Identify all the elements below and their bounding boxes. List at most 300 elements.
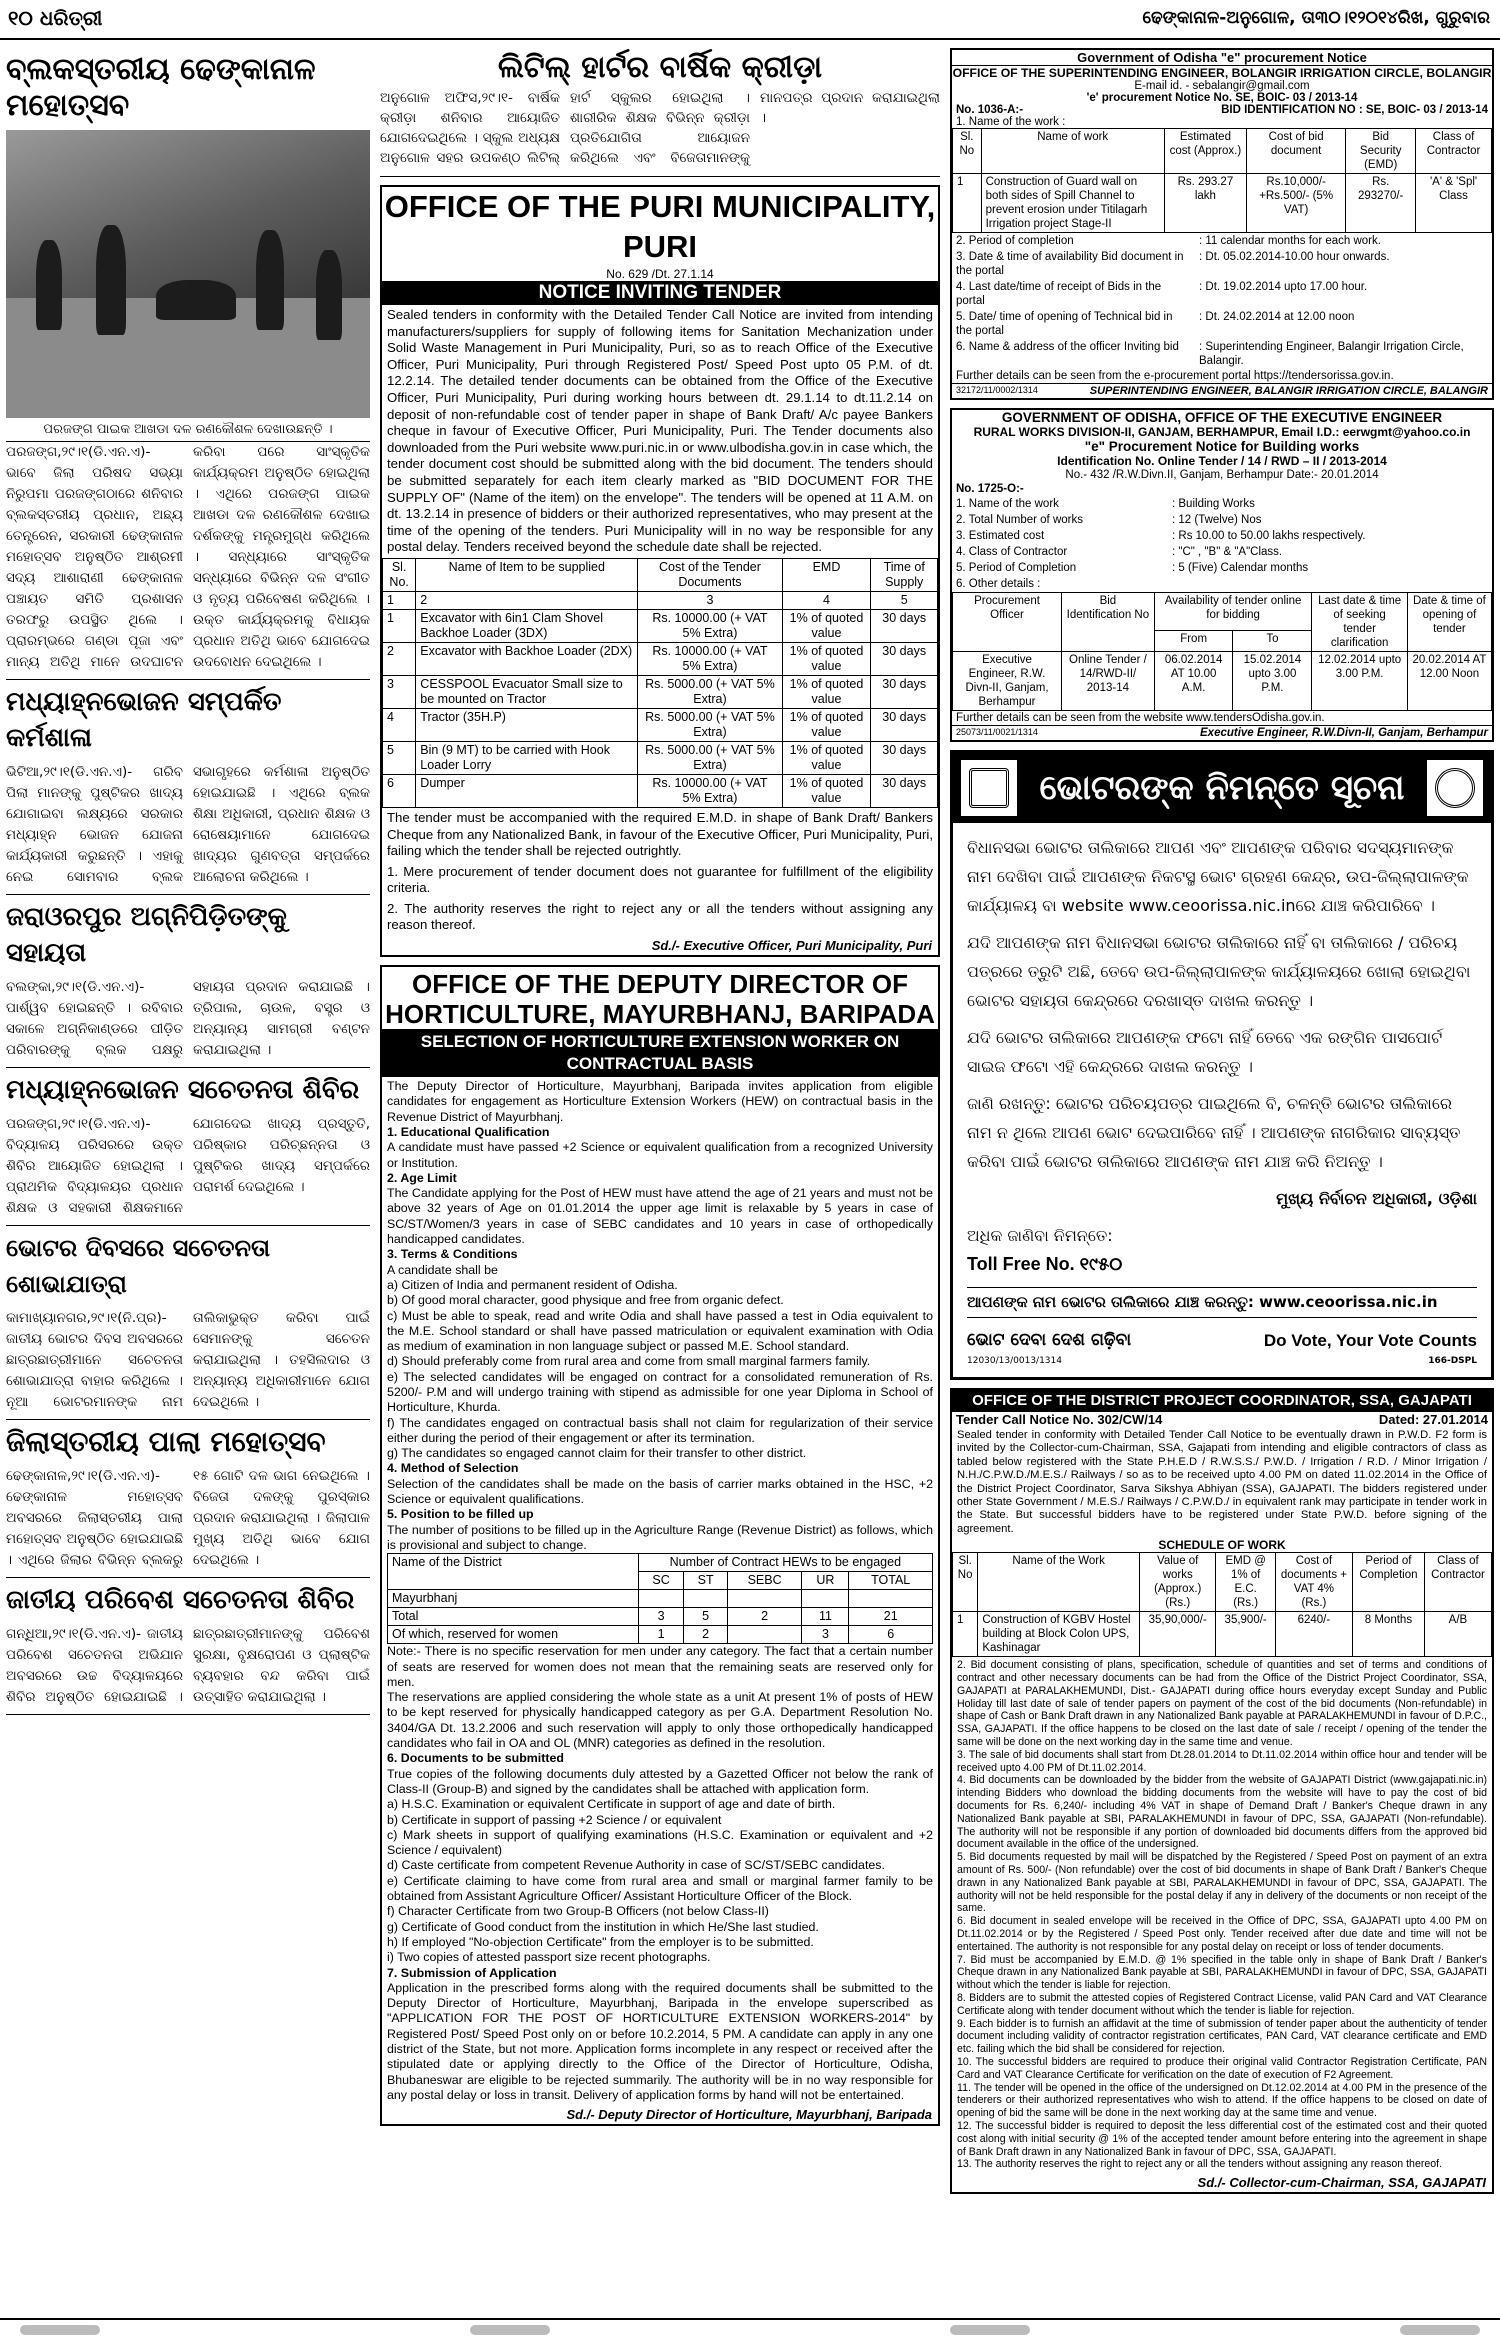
horticulture-title: HORTICULTURE, MAYURBHANJ, BARIPADA (385, 999, 935, 1030)
news-story (6, 762, 370, 895)
cell: 21 (849, 1608, 933, 1626)
news-story (6, 1466, 370, 1578)
cell: 30 days (871, 708, 938, 741)
col-header: SC (638, 1572, 684, 1590)
col-header: Name of Item to be supplied (416, 558, 638, 591)
ssa-signature: Sd./- Collector-cum-Chairman, SSA, GAJAPATI (1197, 2175, 1486, 2191)
cell: 12.02.2014 upto 3.00 P.M. (1312, 652, 1407, 711)
cell: 35,90,000/- (1140, 1612, 1216, 1657)
headline-environment-camp: ଜାତୀୟ ପରିବେଶ ସଚେତନତା ଶିବିର (6, 1585, 355, 1615)
story-text: ପରଜଙ୍ଗ,୨୯।୧(ଡି.ଏନ.ଏ)- ବିଦ୍ୟାଳୟ ପରିସରରେ ଉକ୍ତ ଶିବିର ଆୟୋଜିତ ହୋଇଥିଲା । ପ୍ରାଥମିକ ବିଦ୍ୟାଳୟର ପ୍ରଧାନ ଶିକ୍ଷକ ଓ ସହକାରୀ ଶିକ୍ଷକମାନେ ଯୋଗଦେଇ ଖାଦ୍ୟ ପ୍ରସ୍ତୁତି, ପରିଷ୍କାର ପରିଚ୍ଛନ୍ନତା ଓ ପୁଷ୍ଟିକର ଖାଦ୍ୟ ସମ୍ପର୍କରେ ପରାମର୍ଶ ଦେଇଥିଲେ । (6, 1116, 370, 1216)
cell: A/B (1424, 1612, 1491, 1657)
detail-value: : Superintending Engineer, Balangir Irrigation Circle, Balangir. (1199, 341, 1464, 367)
cell: 30 days (871, 675, 938, 708)
cell: Mayurbhanj (388, 1590, 639, 1608)
cell: 30 days (871, 741, 938, 774)
detail-label: 3. Estimated cost (956, 530, 1045, 542)
col-header: TOTAL (849, 1572, 933, 1590)
bolangir-notice-no: 'e' procurement Notice No. SE, BOIC- 03 / 2013-14 (1086, 92, 1358, 104)
bolangir-bid-id: BID IDENTIFICATION NO : SE, BOIC- 03 / 2013-14 (1221, 104, 1488, 116)
voter-toll-free: Toll Free No. ୧୯୫୦ (967, 1254, 1123, 1274)
table-row (383, 708, 938, 741)
ganjam-eprocurement-notice (950, 408, 1494, 742)
col-header: Cost of the Tender Documents (638, 558, 782, 591)
cell: Rs. 5000.00 (+ VAT 5% Extra) (638, 741, 782, 774)
col-header: EMD @ 1% of E.C. (Rs.) (1216, 1553, 1275, 1612)
section-heading: 3. Terms & Conditions (387, 1247, 518, 1262)
voter-paragraph: ଯଦି ଭୋଟର ତାଲିକାରେ ଆପଣଙ୍କ ଫଟୋ ନାହିଁ ତେବେ ଏକ ରଙ୍ଗିନ ପାସପୋର୍ଟ ସାଇଜ ଫଟୋ ଏହି କେନ୍ଦ୍ରରେ ଦାଖଲ କରନ୍ତୁ । (967, 1028, 1443, 1076)
story-text: ଢେଙ୍କାନାଳ,୨୯।୧(ଡି.ଏନ.ଏ)- ଢେଙ୍କାନାଳ ମହୋତ୍ସବ ଅବସରରେ ଜିଲାସ୍ତରୀୟ ପାଲା ମହୋତ୍ସବ ଅନୁଷ୍ଠିତ ହୋଇଯାଇଛି । ଏଥିରେ ଜିଲାର ବିଭିନ୍ନ ବ୍ଲକରୁ ୧୫ ଗୋଟି ଦଳ ଭାଗ ନେଇଥିଲେ । ବିଜେତା ଦଳଙ୍କୁ ପୁରସ୍କାର ପ୍ରଦାନ କରାଯାଇଥିଲା । ଜିଲାପାଳ ମୁଖ୍ୟ ଅତିଥି ଭାବେ ଯୋଗ ଦେଇଥିଲେ । (6, 1468, 370, 1568)
table-row (953, 1612, 1492, 1657)
cell: 30 days (871, 642, 938, 675)
detail-label: 1. Name of the work (956, 498, 1059, 510)
cell: 1% of quoted value (782, 708, 871, 741)
section-text: Selection of the candidates shall be made on the basis of carrier marks obtained in the HSC, +2 Science or equivalent qualifications. (387, 1476, 933, 1507)
story-text: ଗନ୍ଧିଆ,୨୯।୧(ଡି.ଏନ.ଏ)- ଜାତୀୟ ପରିବେଶ ସଚେତନତା ଅଭିଯାନ ଅବସରରେ ଉଚ୍ଚ ବିଦ୍ୟାଳୟରେ ଶିବିର ଅନୁଷ୍ଠିତ ହୋଇଯାଇଛି । ଛାତ୍ରଛାତ୍ରୀମାନଙ୍କୁ ପରିବେଶ ସୁରକ୍ଷା, ବୃକ୍ଷରୋପଣ ଓ ପ୍ଲାଷ୍ଟିକ ବ୍ୟବହାର ବନ୍ଦ କରିବା ପାଇଁ ଉତ୍ସାହିତ କରାଯାଇଥିଲା । (6, 1626, 370, 1705)
ganjam-table (952, 592, 1492, 711)
horticulture-bar: SELECTION OF HORTICULTURE EXTENSION WORKER ON CONTRACTUAL BASIS (382, 1029, 938, 1077)
cell: 15.02.2014 upto 3.00 P.M. (1233, 652, 1312, 711)
news-story (6, 442, 370, 680)
sports-headline: ଲିଟିଲ୍ ହାର୍ଟର ବାର୍ଷିକ କ୍ରୀଡ଼ା (497, 50, 823, 85)
col-header: Name of the Work (978, 1553, 1140, 1612)
detail-value: : "C" , "B" & "A"Class. (1172, 546, 1283, 558)
bolangir-email: E-mail id. - sebalangir@gmail.com (1134, 80, 1310, 92)
table-row (383, 642, 938, 675)
col-header: Bid Identification No (1062, 593, 1155, 652)
section-heading: 1. Educational Qualification (387, 1124, 550, 1139)
cell: 1 (383, 591, 416, 609)
table-header-row (383, 558, 938, 591)
list-item: b) Of good moral character, good physique and free from organic defect. (387, 1293, 784, 1308)
ganjam-footer (952, 725, 1492, 740)
col-header: Class of Contractor (1416, 129, 1492, 174)
detail-row (952, 544, 1492, 560)
detail-label: 3. Date & time of availability Bid document in the portal (956, 251, 1184, 277)
cell: Bin (9 MT) to be carried with Hook Loader Lorry (416, 741, 638, 774)
ganjam-identification: Identification No. Online Tender / 14 / RWD – II / 2013-2014 (1057, 454, 1387, 468)
ssa-notice-row (952, 1412, 1492, 1427)
puri-office-title: OFFICE OF THE PURI MUNICIPALITY, PURI (384, 189, 936, 264)
puri-note: 2. The authority reserves the right to reject any or all the tenders without assigning any reason thereof. (387, 900, 933, 933)
voter-paragraph: ଜାଣି ରଖନ୍ତୁ: ଭୋଟର ପରିଚୟପତ୍ର ପାଇଥିଲେ ବି, ଚଳନ୍ତି ଭୋଟର ତାଲିକାରେ ନାମ ନ ଥିଲେ ଆପଣ ଭୋଟ ଦେଇପାରିବେ ନାହିଁ । ଆପଣଙ୍କ ନାଗରିକାର ସାବ୍ୟସ୍ତ କରିବା ପାଇଁ ଭୋଟର ତାଲିକାରେ ଆପଣଙ୍କ ନାମ ଯାଞ୍ଚ କରି ନିଅନ୍ତୁ । (967, 1094, 1461, 1171)
col-header: Period of Completion (1352, 1553, 1424, 1612)
voter-information-ad (950, 750, 1494, 1380)
voter-footer (967, 1355, 1477, 1367)
list-item: 2. Bid document consisting of plans, specification, schedule of quantities and set of terms and conditions of contract and other necessary documents can be had from the Office of the District Project Coordinator, SSA, GAJAPATI at PARALAKHEMUNDI, Dist.- GAJAPATI during office hours everyday except Sunday and Public Holiday till last date of sale of tender papers on payment of the cost of the bid documents (Non-refundable) in shape of Cash or Bank Draft drawn in any Nationalized Bank payable at PARALAKHEMUNDI in favour of D.P.C., SSA, GAJAPATI. If the office happens to be closed on the last date of sale / receipt / opening of the tender the same will be done on the next working day in the same time and venue. (957, 1659, 1487, 1749)
cell: Of which, reserved for women (388, 1626, 639, 1644)
table-row (953, 652, 1492, 711)
cell: Construction of Guard wall on both sides of Spill Channel to prevent erosion under Titilagarh Irrigation project Stage-II (981, 174, 1164, 233)
cell: 6 (383, 774, 416, 807)
table-row (388, 1608, 933, 1626)
cell: 1% of quoted value (782, 609, 871, 642)
list-item: d) Should preferably come from rural area and come from small marginal farmers family. (387, 1354, 871, 1369)
bolangir-gov: Government of Odisha "e" procurement Notice (952, 50, 1492, 66)
bolangir-item1: 1. Name of the work : (956, 116, 1066, 128)
masthead (0, 0, 1500, 40)
horticulture-body (382, 1077, 938, 2105)
section-text: A candidate must have passed +2 Science or equivalent qualification from a recognized University or Institution. (387, 1140, 933, 1170)
cell: Rs. 10000.00 (+ VAT 5% Extra) (638, 774, 782, 807)
col-header: Sl. No (953, 129, 982, 174)
cell: 4 (383, 708, 416, 741)
cell: 3 (802, 1626, 849, 1644)
list-item: 12. The successful bidder is required to deposit the less differential cost of the estimated cost and their quoted cost along with initial security @ 1% of the accepted tender amount before entering into the agreement in shape of Bank Draft drawn in any Nationalized Bank in favour of DPC, SSA, GAJAPATI. (957, 2119, 1487, 2158)
footer-ornament (20, 2325, 100, 2335)
list-item: h) If employed "No-objection Certificate" from the employer is to be submitted. (387, 1934, 814, 1949)
col-header: Sl. No (953, 1553, 978, 1612)
voter-slogan-english: Do Vote, Your Vote Counts (1263, 1331, 1477, 1350)
cell: 3 (638, 1608, 684, 1626)
voter-paragraph: ବିଧାନସଭା ଭୋଟର ତାଲିକାରେ ଆପଣ ଏବଂ ଆପଣଙ୍କ ପରିବାର ସଦସ୍ୟମାନଙ୍କ ନାମ ଦେଖିବା ପାଇଁ ଆପଣଙ୍କ ନିକଟସ୍ଥ ଭୋଟ ଗ୍ରହଣ କେନ୍ଦ୍ର, ଉପ-ଜିଲ୍ଲାପାଳଙ୍କ କାର୍ଯ୍ୟାଳୟ ବା website www.ceoorissa.nic.inରେ ଯାଞ୍ଚ କରିପାରିବେ । (967, 838, 1469, 915)
list-item: 4. Bid documents can be downloaded by the bidder from the website of GAJAPATI District (www.gajapati.nic.in) intending Bidders who download the bidding documents from the website will have to pay the cost of bid documents for Rs. 6,240/- including 4% VAT in shape of Demand Draft / Banker's Cheque drawn in any Nationalized Bank payable at SBI, PARALAKHEMUNDI in favour of DPC, SSA, GAJAPATI (Non-refundable). The authority will not be responsible if any portion of downloaded bid documents differs from the approved bid document available in the office of the undersigned. (957, 1774, 1487, 1851)
puri-tender-notice (380, 185, 940, 957)
bolangir-id-row (952, 104, 1492, 116)
cell: 20.02.2014 AT 12.00 Noon (1407, 652, 1491, 711)
ssa-schedule-title: SCHEDULE OF WORK (1158, 1538, 1286, 1553)
col-header: ST (684, 1572, 727, 1590)
bolangir-eprocurement-notice (950, 48, 1494, 400)
election-commission-emblem-icon (1427, 760, 1483, 816)
headline-midday-meal-camp: ମଧ୍ୟାହ୍ନଭୋଜନ ସଚେତନତା ଶିବିର (6, 1075, 360, 1105)
cell: 1% of quoted value (782, 741, 871, 774)
sports-story: ଅନୁଗୋଳ ଅଫିସ,୨୯।୧- ବାର୍ଷିକ କ୍ରୀଡ଼ା ଶନିବାର ଆୟୋଜିତ ଯୋଗଦେଇଥିଲେ । ସ୍କୁଲ ଅଧ୍ୟକ୍ଷ ଅନୁଗୋଳ ସହର ଉପକଣ୍ଠ ଲିଟିଲ୍ ହାର୍ଟ ସ୍କୁଲର ହୋଇଥିଲା । ଶାରୀରିକ ଶିକ୍ଷକ ବିଭିନ୍ନ କ୍ରୀଡ଼ା ପ୍ରତିଯୋଗିତା ଆୟୋଜନ କରିଥିଲେ ଏବଂ ବିଜେତାମାନଙ୍କୁ ମାନପତ୍ର ପ୍ରଦାନ କରାଯାଇଥିଲା । (380, 88, 940, 177)
headline-block-festival: ବ୍ଲକସ୍ତରୀୟ ଢେଙ୍କାନାଳ ମହୋତ୍ସବ (6, 52, 316, 123)
cell: 30 days (871, 774, 938, 807)
detail-label: 6. Other details : (956, 578, 1041, 590)
story-text: ବଲଙ୍କା,୨୯।୧(ଡି.ଏନ.ଏ)- ପାର୍ଶ୍ୱବ ହୋଇଛନ୍ତି । ରବିବାର ସକାଳେ ଅଗ୍ନିକାଣ୍ଡରେ ପୀଡ଼ିତ ପରିବାରଙ୍କୁ ବ୍ଲକ ପକ୍ଷରୁ ସହାୟତା ପ୍ରଦାନ କରାଯାଇଛି । ତ୍ରିପାଲ, ଚାଉଳ, ବସ୍ତ୍ର ଓ ଅନ୍ୟାନ୍ୟ ସାମଗ୍ରୀ ବଣ୍ଟନ କରାଯାଇଥିଲା । (6, 979, 370, 1058)
section-heading: 2. Age Limit (387, 1170, 457, 1185)
voter-more-info: ଅଧିକ ଜାଣିବା ନିମନ୍ତେ: (967, 1226, 1113, 1245)
detail-value: : 5 (Five) Calendar months (1172, 562, 1309, 574)
col-header: EMD (782, 558, 871, 591)
ganjam-division: RURAL WORKS DIVISION-II, GANJAM, BERHAMPUR, Email I.D.: eerwgmt@yahoo.co.in (973, 425, 1471, 439)
ssa-intro: Sealed tender in conformity with Detailed Tender Call Notice to be eventually drawn in P.W.D. F2 form is invited by the Collector-cum-Chairman, SSA, Gajapati from intending and eligible contractors of class as tabled below registered with the State P.H.E.D / R.W.S.S./ P.W.D. / Irrigation / R.D. / Minor Irrigation / N.H./C.P.W.D./M.E.S./ Railways / so as to be received upto 4.00 PM on dated 11.02.2014 in the Office of the District Project Coordinator, Sarva Sikshya Abhiyan (SSA), GAJAPATI. The bidders registered under other State Government / M.E.S./ Railways / C.P.W.D./ in equivalent rank may participate in tender work in the State. But successful bidders have to be registered under State P.W.D. before signing of the agreement. (957, 1429, 1487, 1535)
col-header: Procurement Officer (953, 593, 1062, 652)
detail-label: 6. Name & address of the officer Inviting bid (956, 341, 1179, 353)
ganjam-notice: "e" Procurement Notice for Building works (1084, 439, 1360, 454)
intro-text: The Deputy Director of Horticulture, Mayurbhanj, Baripada invites application from eligible candidates for engagement as Horticulture Extension Workers (HEW) on contractual basis in the Revenue District of Mayurbhanj. (387, 1079, 933, 1124)
table-row (383, 675, 938, 708)
list-item: a) H.S.C. Examination or equivalent Certificate in support of age and date of birth. (387, 1797, 836, 1812)
detail-label: 2. Total Number of works (956, 514, 1083, 526)
cell: Online Tender / 14/RWD-II/ 2013-14 (1062, 652, 1155, 711)
cell: Rs.10,000/- +Rs.500/- (5% VAT) (1247, 174, 1346, 233)
cell (727, 1626, 802, 1644)
detail-label: 2. Period of completion (956, 235, 1074, 247)
section-heading: 4. Method of Selection (387, 1461, 519, 1476)
detail-label: 4. Class of Contractor (956, 546, 1068, 558)
cell: 1% of quoted value (782, 642, 871, 675)
section-heading: 7. Submission of Application (387, 1965, 557, 1980)
cell: 'A' & 'Spl' Class (1416, 174, 1492, 233)
photo-caption: ପରଜଙ୍ଗ ପାଇକ ଆଖଡା ଦଳ ରଣକୌଶଳ ଦେଖାଉଛନ୍ତି । (6, 418, 370, 442)
voter-check-website: ଆପଣଙ୍କ ନାମ ଭୋଟର ତାଲିକାରେ ଯାଞ୍ଚ କରନ୍ତୁ: www.ceoorissa.nic.in (967, 1287, 1477, 1318)
ssa-dated: Dated: 27.01.2014 (1378, 1412, 1488, 1427)
detail-row (952, 309, 1492, 339)
cell: CESSPOOL Evacuator Small size to be mounted on Tractor (416, 675, 638, 708)
cell: Construction of KGBV Hostel building at Block Colon UPS, Kashinagar (978, 1612, 1140, 1657)
list-item: e) Certificate claiming to have come from rural area and small or marginal farmer family to be obtained from Assistant Agriculture Officer/ Assistant Horticulture Officer of the Block. (387, 1873, 933, 1904)
detail-row (952, 279, 1492, 309)
cell: 30 days (871, 609, 938, 642)
puri-notice-number: No. 629 /Dt. 27.1.14 (606, 267, 714, 281)
cell: 1 (383, 609, 416, 642)
photo-figure (156, 280, 236, 320)
cell: 1% of quoted value (782, 774, 871, 807)
table-header-row (953, 129, 1492, 174)
page-footer (0, 2318, 1500, 2338)
detail-value: : 12 (Twelve) Nos (1172, 514, 1262, 526)
voter-body (953, 823, 1491, 1377)
cell (638, 1590, 684, 1608)
cell: Rs. 293270/- (1346, 174, 1416, 233)
ballot-box-icon (961, 760, 1017, 816)
list-item: 7. Bid must be accompanied by E.M.D. @ 1% specified in the table only in shape of Bank Draft / Banker's Cheque drawn in any Nationalized Bank payable at SBI, PARALAKHEMUNDI in favour of DPC, SSA, GAJAPATI without which the tender is liable for rejection. (957, 1953, 1487, 1992)
ad-code: 12030/13/0013/1314 (967, 1356, 1062, 1366)
detail-value: : 11 calendar months for each work. (1199, 235, 1381, 247)
section-text: The reservations are applied considering the whole state as a unit At present 1% of posts of HEW to be kept reserved for physically handicapped category as per G.A. Department Resolution No. 3404/GA Dt. 13.2.2006 and such reservation will apply to only those orthopedically handicapped candidates who fail in OA and OL (MNR) categories as defined in the resolution. (387, 1690, 933, 1751)
section-heading: 5. Position to be filled up (387, 1507, 534, 1522)
detail-value (1168, 576, 1492, 592)
table-header-row (953, 1553, 1492, 1612)
news-story (6, 1114, 370, 1226)
voter-slogan-odia: ଭୋଟ ଦେବା ଦେଶ ଗଢ଼ିବା (967, 1330, 1132, 1350)
section-text: The Candidate applying for the Post of HEW must have attend the age of 21 years and must not be above 32 years of Age on 01.01.2014 the upper age limit is relaxable by 5 years in case of SC/ST/Women/3 years in case of SEBC candidates and 10 years in case of orthopedically handicapped candidates. (387, 1186, 933, 1247)
puri-note: 1. Mere procurement of tender document does not guarantee for fulfillment of the eligibility criteria. (387, 863, 933, 896)
cell: 1 (953, 174, 982, 233)
cell: Executive Engineer, R.W. Divn-II, Ganjam, Berhampur (953, 652, 1062, 711)
detail-value: : Dt. 05.02.2014-10.00 hour onwards. (1199, 251, 1390, 263)
list-item: 9. Each bidder is to furnish an affidavit at the time of submission of tender paper about the authenticity of tender document including validity of contractor registration certificates, PAN Card, VAT clearance certificate and EMD etc. failing which the bid shall be considered for rejection. (957, 2017, 1487, 2056)
bolangir-table (952, 128, 1492, 233)
col-header: UR (802, 1572, 849, 1590)
detail-value: : Dt. 19.02.2014 upto 17.00 hour. (1199, 281, 1368, 293)
col-header: Availability of tender online for bidding (1154, 593, 1312, 631)
cell: 5 (871, 591, 938, 609)
photo-figure (256, 230, 284, 330)
list-item: 10. The successful bidders are required to produce their original valid Contractor Registration Certificate, PAN Card and VAT Clearance Certificate for verification on the date of execution of F2 Agreement. (957, 2055, 1487, 2081)
cell: 6240/- (1275, 1612, 1352, 1657)
ganjam-gov: GOVERNMENT OF ODISHA, OFFICE OF THE EXECUTIVE ENGINEER (1001, 410, 1443, 425)
list-item: c) Mark sheets in support of qualifying examinations (H.S.C. Examination or equivalent and +2 Science / equivalent) (387, 1827, 933, 1858)
ssa-title: OFFICE OF THE DISTRICT PROJECT COORDINATOR, SSA, GAJAPATI (952, 1390, 1492, 1412)
list-item: f) The candidates engaged on contractual basis shall not claim for regularization of their service either during the period of their engagement or after its termination. (387, 1415, 933, 1445)
cell: 06.02.2014 AT 10.00 A.M. (1154, 652, 1233, 711)
col-header: SEBC (727, 1572, 802, 1590)
cell: Dumper (416, 774, 638, 807)
table-header-row (388, 1554, 933, 1572)
headline-voter-day-rally: ଭୋଟର ଦିବସରେ ସଚେତନତା ଶୋଭାଯାତ୍ରା (6, 1233, 271, 1298)
table-row (383, 609, 938, 642)
news-story (6, 1308, 370, 1420)
table-row (953, 174, 1492, 233)
cell: 2 (684, 1626, 727, 1644)
cell: Rs. 10000.00 (+ VAT 5% Extra) (638, 609, 782, 642)
bolangir-further: Further details can be seen from the e-procurement portal https://tendersorissa.gov.in. (956, 370, 1394, 382)
voter-signature: ମୁଖ୍ୟ ନିର୍ବାଚନ ଅଧିକାରୀ, ଓଡ଼ିଶା (1276, 1189, 1477, 1208)
cell (684, 1590, 727, 1608)
ganjam-signature: Executive Engineer, R.W.Divn-II, Ganjam, Berhampur (1200, 727, 1488, 739)
story-text: ପରଜଙ୍ଗ,୨୯।୧(ଡି.ଏନ.ଏ)- ଭାବେ ଜିଲା ପରିଷଦ ସଭ୍ୟା ନିରୁପମା ପରଜଙ୍ଗଠାରେ ଶନିବାର ବ୍ଲକସ୍ତରୀୟ ପ୍ରଧାନ, ଅଛ୍ୟ ତେନ୍ତ୍ରେନ, ସରକାରୀ ଢେଙ୍କାନାଳ ମହୋତ୍ସବ ଅନୁଷ୍ଠିତ ଆଶ୍ରମୀ ସଦ୍ୟ ଆଶାରାଣୀ ଢେଙ୍କାନାଳ ପଞ୍ଚାୟତ ସମିତି ପ୍ରଶାସନ ତରଫରୁ ଉପସ୍ଥିତ ଥିଲେ । ପ୍ରାରମ୍ଭରେ ଗଣ୍ଡା ପୂଜା ଏବଂ ମାନ୍ୟ ଅତିଥି ମାନେ ଉଦଘାଟନ କରିବା ପରେ ସାଂସ୍କୃତିକ କାର୍ଯ୍ୟକ୍ରମ ଅନୁଷ୍ଠିତ ହୋଇଥିଲା । ଏଥିରେ ପରଜଙ୍ଗ ପାଇକ ଆଖଡା ଦଳ ରଣକୌଶଳ ଦେଖାଇ ଦର୍ଶକଙ୍କୁ ମନ୍ତ୍ରମୁଗ୍ଧ କରିଥିଲେ । ସନ୍ଧ୍ୟାରେ ସାଂସ୍କୃତିକ ସନ୍ଧ୍ୟାରେ ବିଭିନ୍ନ ଦଳ ସଂଗୀତ ଓ ନୃତ୍ୟ ପରିବେଷଣ କରିଥିଲେ । ଉକ୍ତ କାର୍ଯ୍ୟକ୍ରମକୁ ବିଧାୟକ ପ୍ରଧାନ ଅତିଥି ଭାବେ ଯୋଗଦେଇ ଉଦବୋଧନ ଦେଇଥିଲେ । (6, 444, 370, 670)
cell: Rs. 5000.00 (+ VAT 5% Extra) (638, 708, 782, 741)
col-header: Cost of bid document (1247, 129, 1346, 174)
horticulture-title: OFFICE OF THE DEPUTY DIRECTOR OF (412, 969, 908, 1000)
detail-value: : Building Works (1172, 498, 1255, 510)
list-item: 5. Bid documents requested by mail will be dispatched by the Registered / Speed Post on payment of an extra amount of Rs. 500/- (Non refundable) over the cost of bid documents in shape of Bank Draft / Banker's Cheque drawn in any Nationalized Bank payable at SBI, PARALAKHEMUNDI in favour of DPC, SSA, GAJAPATI. The authority will not be held responsible for the postal delay if any in delivery of the documents or non receipt of the same. (957, 1851, 1487, 1915)
cell: Excavator with Backhoe Loader (2DX) (416, 642, 638, 675)
list-item: g) Certificate of Good conduct from the institution in which He/She last studied. (387, 1919, 819, 1934)
section-heading: 6. Documents to be submitted (387, 1751, 564, 1766)
footer-ornament (950, 2325, 1030, 2335)
col-header: Number of Contract HEWs to be engaged (638, 1554, 932, 1572)
list-item: i) Two copies of attested passport size recent photographs. (387, 1950, 711, 1965)
detail-label: 5. Period of Completion (956, 562, 1077, 574)
ad-agency: 166-DSPL (1428, 1356, 1477, 1366)
list-item: b) Certificate in support of passing +2 Science / or equivalent (387, 1812, 722, 1827)
voter-paragraph: ଯଦି ଆପଣଙ୍କ ନାମ ବିଧାନସଭା ଭୋଟର ତାଲିକାରେ ନାହିଁ ବା ତାଲିକାରେ / ପରିଚୟ ପତ୍ରରେ ତ୍ରୁଟି ଅଛି, ତେବେ ଉପ-ଜିଲ୍ଲାପାଳଙ୍କ କାର୍ଯ୍ୟାଳୟରେ ଖୋଲା ହୋଇଥିବା ଭୋଟର ସହାୟତା କେନ୍ଦ୍ରରେ ଦରଖାସ୍ତ ଦାଖଲ କରନ୍ତୁ । (967, 933, 1471, 1010)
detail-row (952, 512, 1492, 528)
puri-signature: Sd./- Executive Officer, Puri Municipality, Puri (651, 938, 932, 954)
cell: Tractor (35H.P) (416, 708, 638, 741)
col-header: Class of Contractor (1424, 1553, 1491, 1612)
bolangir-no: No. 1036-A:- (956, 104, 1024, 116)
ad-code: 32172/11/0002/1314 (956, 385, 1038, 395)
detail-row (952, 560, 1492, 576)
news-story (6, 977, 370, 1068)
list-item: 6. Bid document in sealed envelope will be received in the Office of DPC, SSA, GAJAPATI upto 4.00 PM on Dt.11.02.2014 or by the Registered / Speed Post only. Tender received after due date and time will not be entertained. The authority is not responsible for any postal delay on receipt or loss of tender documents. (957, 1915, 1487, 1953)
cell: Rs. 5000.00 (+ VAT 5% Extra) (638, 675, 782, 708)
detail-label: 4. Last date/time of receipt of Bids in the portal (956, 281, 1162, 307)
note-text: Note:- There is no specific reservation for men under any category. The fact that a certain number of seats are reserved for women does not mean that the remaining seats are reserved only for men. (387, 1644, 933, 1689)
cell: 5 (684, 1608, 727, 1626)
footer-ornament (1400, 2325, 1480, 2335)
table-number-row (383, 591, 938, 609)
table-row (388, 1590, 933, 1608)
page-number: ୧୦ ଧରିତ୍ରୀ (8, 6, 103, 30)
col-header: Date & time of opening of tender (1407, 593, 1491, 652)
table-row (388, 1626, 933, 1644)
ganjam-details (952, 496, 1492, 592)
story-text: ଭିଟିଆ,୨୯।୧(ଡି.ଏନ.ଏ)- ଗରିବ ପିଲା ମାନଙ୍କୁ ପୁଷ୍ଟିକର ଖାଦ୍ୟ ଯୋଗାଇବା ଲକ୍ଷ୍ୟରେ ସରକାର ମଧ୍ୟାହ୍ନ ଭୋଜନ ଯୋଜନା କାର୍ଯ୍ୟକାରୀ କରୁଛନ୍ତି । ଏହାକୁ ନେଇ ସୋମବାର ବ୍ଲକ ସଭାଗୃହରେ କର୍ମଶାଳା ଅନୁଷ୍ଠିତ ହୋଇଯାଇଛି । ଏଥିରେ ବ୍ଲକ ଶିକ୍ଷା ଅଧିକାରୀ, ପ୍ରଧାନ ଶିକ୍ଷକ ଓ ରୋଷେୟାମାନେ ଯୋଗଦେଇ ଖାଦ୍ୟର ଗୁଣବତ୍ତା ସମ୍ପର୍କରେ ଆଲୋଚନା କରିଥିଲେ । (6, 764, 370, 885)
cell (802, 1590, 849, 1608)
cell: Rs. 10000.00 (+ VAT 5% Extra) (638, 642, 782, 675)
cell: 35,900/- (1216, 1612, 1275, 1657)
detail-row (952, 576, 1492, 592)
festival-photo (6, 130, 370, 418)
puri-items-table (382, 558, 938, 808)
detail-row (952, 496, 1492, 512)
footer-ornament (470, 2325, 550, 2335)
horticulture-signature: Sd./- Deputy Director of Horticulture, Mayurbhanj, Baripada (566, 2107, 932, 2123)
bolangir-footer (952, 383, 1492, 398)
news-column (6, 48, 370, 2316)
table-header-row (953, 593, 1492, 631)
headline-fire-relief: ଜରାଓରପୁର ଅଗ୍ନିପିଡ଼ିତଙ୍କୁ ସହାୟତା (6, 902, 287, 968)
ad-code: 25073/11/0021/1314 (956, 727, 1038, 737)
cell (849, 1590, 933, 1608)
cell: 2 (727, 1608, 802, 1626)
ssa-gajapati-tender (950, 1388, 1494, 2194)
list-item: 8. Bidders are to submit the attested copies of Registered Contract License, valid PAN Card and VAT Clearance Certificate along with tender document without which the tender is liable for rejection. (957, 1991, 1487, 2017)
detail-row (952, 528, 1492, 544)
headline-pala-festival: ଜିଲାସ୍ତରୀୟ ପାଲା ମହୋତ୍ସବ (6, 1425, 326, 1458)
cell: 1 (953, 1612, 978, 1657)
cell: Total (388, 1608, 639, 1626)
col-header: Bid Security (EMD) (1346, 129, 1416, 174)
col-header: Time of Supply (871, 558, 938, 591)
cell: 1 (638, 1626, 684, 1644)
section-text: True copies of the following documents duly attested by a Gazetted Officer not below the rank of Class-II (Group-B) and signed by the candidates shall be attached with application form. (387, 1766, 933, 1796)
detail-value: : Rs 10.00 to 50.00 lakhs respectively. (1172, 530, 1366, 542)
col-header: Value of works (Approx.) (Rs.) (1140, 1553, 1216, 1612)
puri-notice-bar: NOTICE INVITING TENDER (382, 281, 938, 305)
list-item: f) Character Certificate from two Group-B Officers (not below Class-II) (387, 1904, 769, 1919)
detail-row (952, 339, 1492, 369)
ssa-conditions (952, 1657, 1492, 2173)
horticulture-notice (380, 965, 940, 2126)
puri-body: Sealed tenders in conformity with the Detailed Tender Call Notice are invited from intending manufacturers/suppliers for supply of following items for Sanitation Mechanization under Solid Waste Management in Puri Municipality, Puri, so as to reach Office of the Executive Officer, Puri Municipality, Puri through Registered Post/ Speed Post upto 05 P.M. of dt. 12.2.14. The detailed tender documents can be obtained from the Office of the Executive Officer, Puri Municipality, Puri during working hours between dt. 29.1.14 to dt.11.2.14 on deposit of non-refundable cost of tender paper in shape of Bank Draft/ A/c payee Bankers cheque in favour of Executive Officer, Puri Municipality, Puri. The Tender documents also downloaded from the Puri website www.puri.nic.in or www.ulbodisha.gov.in in case which, the tender document cost should be submitted along with the bid document. The tenders should be submitted separately for each item clearly marked as "BID DOCUMENT FOR THE SUPPLY OF" (Name of the item) on the envelope". The tenders will be opened at 11 A.M. on dt. 13.2.14 in presence of bidders or their authorized representatives, who may present at the time of the opening of the tenders. Puri Municipality will in no way be responsible for any postal delay. Tenders received beyond the schedule date shall be rejected. (387, 307, 933, 555)
headline-midday-meal-workshop: ମଧ୍ୟାହ୍ନଭୋଜନ ସମ୍ପର୍କିତ କର୍ମଶାଳା (6, 687, 282, 753)
positions-table (387, 1553, 933, 1644)
table-row (383, 774, 938, 807)
cell: 11 (802, 1608, 849, 1626)
bolangir-details (952, 233, 1492, 369)
cell: 1% of quoted value (782, 675, 871, 708)
cell: 2 (416, 591, 638, 609)
list-item: e) The selected candidates will be engaged on contract for a consolidated remuneration of Rs. 5200/- P.M and will undergo training with stipend as admissible for one year Diploma in School of Horticulture, Khurda. (387, 1369, 933, 1415)
col-header: Name of work (981, 129, 1164, 174)
ssa-notice-no: Tender Call Notice No. 302/CW/14 (956, 1412, 1163, 1427)
bolangir-office: OFFICE OF THE SUPERINTENDING ENGINEER, BOLANGIR IRRIGATION CIRCLE, BOLANGIR (952, 66, 1492, 80)
table-row (383, 741, 938, 774)
list-item: g) The candidates so engaged cannot claim for their transfer to other district. (387, 1446, 807, 1461)
detail-row (952, 249, 1492, 279)
story-text: କାମାଖ୍ୟାନଗର,୨୯।୧(ନି.ପ୍ର)- ଜାତୀୟ ଭୋଟର ଦିବସ ଅବସରରେ ଛାତ୍ରଛାତ୍ରୀମାନେ ସଚେତନତା ଶୋଭାଯାତ୍ରା ବାହାର କରିଥିଲେ । ନୂଆ ଭୋଟରମାନଙ୍କ ନାମ ତାଲିକାଭୁକ୍ତ କରିବା ପାଇଁ ସେମାନଙ୍କୁ ସଚେତନ କରାଯାଇଥିଲା । ତହସିଲଦାର ଓ ଅନ୍ୟାନ୍ୟ ଅଧିକାରୀମାନେ ଯୋଗ ଦେଇଥିଲେ । (6, 1310, 370, 1410)
col-header: Sl. No. (383, 558, 416, 591)
list-item: 13. The authority reserves the right to reject any or all the tenders without assigning any reason thereof. (957, 2158, 1443, 2171)
photo-figure (96, 225, 126, 335)
col-header: To (1233, 631, 1312, 652)
bolangir-signature: SUPERINTENDING ENGINEER, BALANGIR IRRIGATION CIRCLE, BALANGIR (1089, 385, 1488, 397)
puri-emd-text: The tender must be accompanied with the required E.M.D. in shape of Bank Draft/ Bankers Cheque from any Nationalized Bank, in favour of the Executive Officer, Puri Municipality, Puri, failing which the tender shall be rejected outrightly. (387, 809, 933, 859)
edition-date: ଢେଙ୍କାନାଳ-ଅନୁଗୋଳ, ତା୩୦।୧୨୦୧୪ରିଖ, ଗୁରୁବାର (1142, 8, 1490, 28)
list-item: c) Must be able to speak, read and write Odia and shall have passed a test in Odia equivalent to the M.E. School standard or shall have passed matriculation or equivalent examination with Odia as medium of examination in non language subject or passed M.E. School standard. (387, 1308, 933, 1354)
col-header: Estimated cost (Approx.) (1164, 129, 1246, 174)
voter-slogans (967, 1326, 1477, 1355)
ssa-schedule-table (952, 1552, 1492, 1657)
detail-label: 5. Date/ time of opening of Technical bid in the portal (956, 311, 1173, 337)
cell: 6 (849, 1626, 933, 1644)
ganjam-further: Further details can be seen from the website www.tendersOdisha.gov.in. (956, 712, 1325, 724)
cell (727, 1590, 802, 1608)
news-story (6, 1624, 370, 1715)
cell: 8 Months (1352, 1612, 1424, 1657)
photo-figure (316, 250, 342, 340)
list-item: 3. The sale of bid documents shall start from Dt.28.01.2014 to Dt.11.02.2014 within office hour and tender will be received upto 4.00 PM of Dt.11.02.2014. (957, 1748, 1487, 1774)
right-column (950, 48, 1494, 2316)
middle-column (380, 48, 940, 2316)
cell: 2 (383, 642, 416, 675)
cell: 5 (383, 741, 416, 774)
photo-figure (36, 240, 62, 330)
detail-value: : Dt. 24.02.2014 at 12.00 noon (1199, 311, 1355, 323)
cell: 4 (782, 591, 871, 609)
cell: 3 (638, 591, 782, 609)
detail-row (952, 233, 1492, 249)
section-text: Application in the prescribed forms along with the required documents shall be submitted to the Deputy Director of Horticulture, Mayurbhanj, Baripada in the envelope superscribed as "APPLICATION FOR THE POST OF HORTICULTURE EXTENSION WORKERS-2014" by Registered Post/ Speed Post only on or before 10.2.2014, 5 PM. A candidate can apply in any one district of the State, but not more. Application forms incomplete in any respect or received after the stipulated date or applying directly to the Office of the Director of Horticulture, Odisha, Bhubaneswar are eligible to be rejected summarily. The authority will be in no way responsible for any postal delay or loss in transit. Delivery of application forms by hand will not be entertained. (387, 1980, 933, 2102)
